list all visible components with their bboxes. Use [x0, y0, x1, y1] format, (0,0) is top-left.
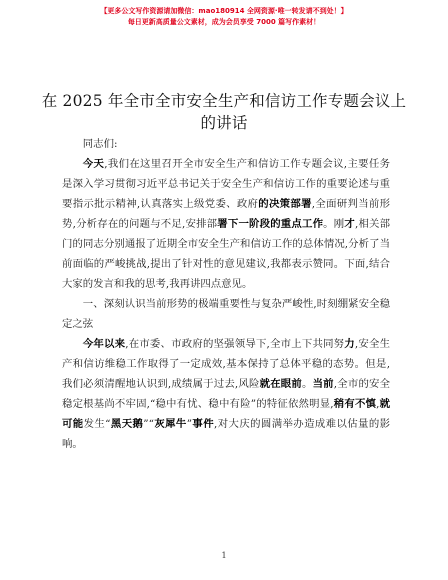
- promo-banner-line-1: 【更多公文写作资源请加微信：mao180914 全网资源·唯一转发请不到处！】: [100, 7, 348, 15]
- section-heading-1: 一、深刻认识当前形势的极端重要性与复杂严峻性,时刻绷紧安全稳定之弦: [62, 298, 390, 330]
- emphasis-text: 黑天鹅: [110, 418, 144, 430]
- paragraph-text: 。刚: [323, 218, 345, 230]
- emphasis-text: 当前: [312, 378, 334, 390]
- emphasis-text: 今天: [82, 158, 105, 170]
- paragraph-text: 发生“: [83, 418, 111, 430]
- paragraph-text: ,相关部门的同志分别通报了近期全市安全生产和信访工作的总体情况,分析了当前面临的严峻挑战,提出了针对性的意见建议,我都表示赞同。下面,结合大家的发言和我的思考,我再讲四点意见。: [62, 218, 391, 290]
- page-number: 1: [221, 551, 227, 560]
- paragraph-text: ”“: [143, 418, 154, 430]
- paragraph-text: ,在市委、市政府的坚强领导下,全市上下共同努: [125, 338, 345, 350]
- paragraph-text: ,我们在这里召开全市安全生产和信访工作专题会议,主要任务是深入学习贯彻习近平总书记关于安全生产和信访工作的重要论述与重要指示批示精神,认真落实上级党委、政府: [62, 158, 390, 210]
- paragraph-text: 。: [301, 378, 313, 390]
- paragraph-text: ,对大庆的圆满举办造成难以估量的影响。: [62, 418, 391, 450]
- promo-banner: [0, 6, 448, 28]
- greeting: 同志们:: [82, 138, 118, 150]
- paragraph-intro: [62, 154, 390, 294]
- emphasis-text: 今年以来: [82, 338, 126, 350]
- emphasis-text: 事件: [192, 418, 215, 430]
- paragraph-text: ”: [186, 418, 193, 430]
- paragraph-text: ,安全生产和信访维稳工作取得了一定成效,基本保持了总体平稳的态势。但是,我们必须清醒地认识到,成绩属于过去,风险: [62, 338, 391, 390]
- emphasis-text: 稍有不慎: [333, 398, 377, 410]
- emphasis-text: 力: [344, 338, 355, 350]
- emphasis-text: 灰犀牛: [153, 418, 187, 430]
- emphasis-text: 的决策部署: [258, 198, 312, 210]
- document-title: 在 2025 年全市全市安全生产和信访工作专题会议上的讲话: [41, 92, 407, 132]
- paragraph-text: ,: [376, 398, 380, 410]
- paragraph-text: ,全面研判当前形势,分析存在的问题与不足,安排部: [62, 198, 390, 230]
- emphasis-text: 署下一阶段的重点工作: [217, 218, 324, 230]
- paragraph-text: ,全市的安全稳定根基尚不牢固,“稳中有忧、稳中有险”的特征依然明显,: [62, 378, 391, 410]
- paragraph-situation: [62, 334, 390, 454]
- emphasis-text: 才: [344, 218, 355, 230]
- document-body: [62, 134, 390, 454]
- emphasis-text: 就在眼前: [259, 378, 302, 390]
- emphasis-text: 就可能: [62, 398, 391, 430]
- promo-banner-line-2: 每日更新高质量公文素材，成为会员享受 7000 篇写作素材！: [127, 18, 321, 26]
